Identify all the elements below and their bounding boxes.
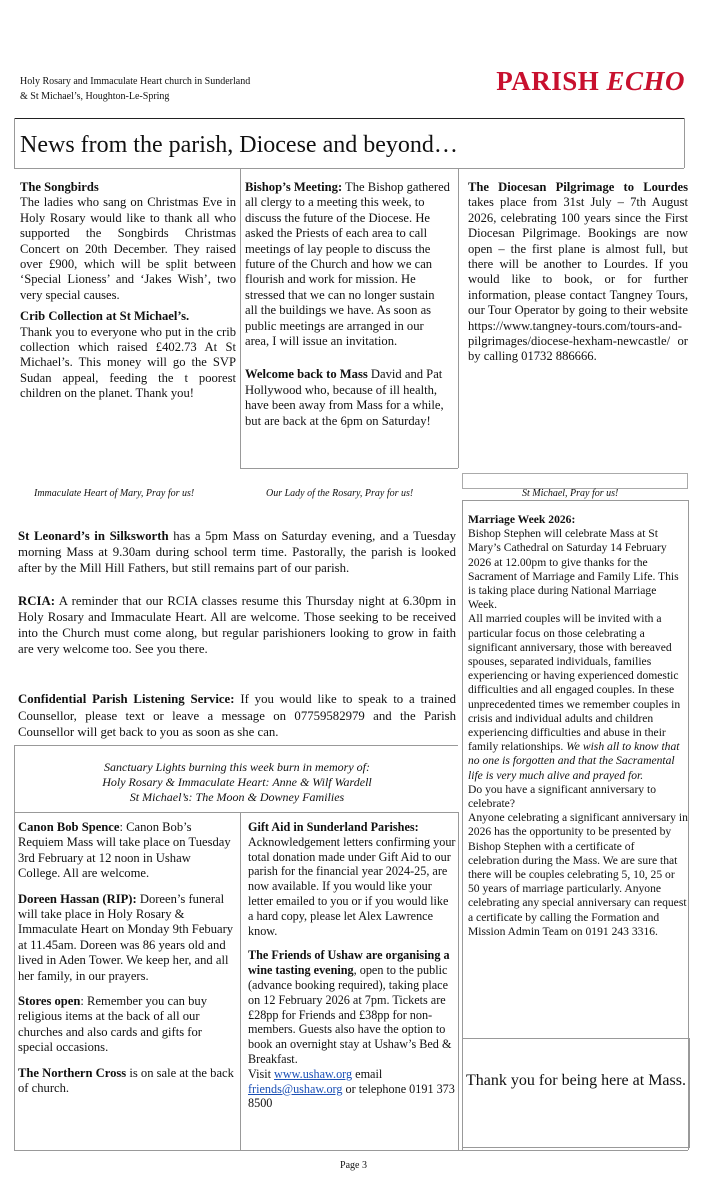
visit-prefix: Visit xyxy=(248,1066,275,1081)
rcia-text: A reminder that our RCIA classes resume this Thursday night at 6.30pm in Holy Rosary and Immaculate Heart. All are welcome. Those seeking to be received into the Church must come along, but regular parishioners looking to grow in faith are very welcome too. See you there. xyxy=(18,593,456,657)
stores-text: : Remember you can buy religious items at the back of all our churches and also cards and gifts for special occasions. xyxy=(18,994,207,1055)
page-number: Page 3 xyxy=(340,1160,367,1171)
marriage-week xyxy=(468,513,688,939)
sanctuary-lights xyxy=(18,760,456,804)
column-1 xyxy=(20,180,236,414)
sanctuary-line-3: St Michael’s: The Moon & Downey Families xyxy=(129,789,345,804)
church-line-1: Holy Rosary and Immaculate Heart church in Sunderland xyxy=(20,76,251,87)
st-leonard-title: St Leonard’s in Silksworth xyxy=(18,529,169,543)
bishop-title: Bishop’s Meeting: xyxy=(245,180,343,194)
bottom-right-divider xyxy=(458,812,459,1150)
marriage-text-3: Do you have a significant anniversary to celebrate? xyxy=(468,782,657,811)
marriage-text-4: Anyone celebrating a significant anniversary in 2026 has the opportunity to be presented by Bishop Stephen with a certificate of celebration during the Mass. We are sure that there will be couples celebrating 5, 10, 25 or 50 years of marriage particularly. Anyone celebrating any special anniversary can request a certificate by calling the Formation and Mission Admin Team on 0191 243 3316. xyxy=(468,811,688,938)
ushaw-title: The Friends of Ushaw are organising a wine tasting evening xyxy=(248,948,450,978)
visit-suffix: or telephone 0191 373 8500 xyxy=(248,1081,455,1111)
thanks-text: Thank you for being here at Mass. xyxy=(466,1072,686,1089)
marriage-text-2: All married couples will be invited with a particular focus on those celebrating a significant anniversary, those with bereaved spouses, separated individuals, families experiencing or having experienced domestic difficulties and all engaged couples. In these unprecedented times we remember couples in crisis and individual adults and children experiencing difficulties and abuse in their family relationships. xyxy=(468,612,681,754)
church-name xyxy=(20,74,340,104)
prayer-immaculate-heart: Immaculate Heart of Mary, Pray for us! xyxy=(34,488,195,499)
st-leonard-text: has a 5pm Mass on Saturday evening, and a Tuesday morning Mass at 9.30am during school term time. Pastorally, the parish is looked after by the Mill Hill Fathers, but still remains part of our parish. xyxy=(18,529,456,576)
sanctuary-line-1: Sanctuary Lights burning this week burn in memory of: xyxy=(104,760,370,774)
ushaw-email-link[interactable]: friends@ushaw.org xyxy=(248,1081,343,1096)
sanctuary-top-rule xyxy=(14,745,458,746)
sanctuary-line-2: Holy Rosary & Immaculate Heart: Anne & Wilf Wardell xyxy=(102,774,372,789)
welcome-title: Welcome back to Mass xyxy=(245,367,368,382)
ushaw-website-link[interactable]: www.ushaw.org xyxy=(274,1066,353,1081)
empty-box xyxy=(462,473,688,489)
canon-text: : Canon Bob’s Requiem Mass will take place on Tuesday 3rd February at 12 noon in Ushaw College. All are welcome. xyxy=(18,820,231,881)
prayer-rule xyxy=(462,500,688,501)
northern-cross-text: is on sale at the back of church. xyxy=(18,1065,234,1096)
sanctuary-left-border xyxy=(14,745,15,1150)
column-divider xyxy=(458,168,459,468)
listening-text: If you would like to speak to a trained Counsellor, please text or leave a message on 07759582979 and the Parish Counsellor will get back to you as soon as she can. xyxy=(18,692,457,739)
crib-title: Crib Collection at St Michael’s. xyxy=(20,309,190,324)
doreen-title: Doreen Hassan (RIP): xyxy=(18,891,137,906)
songbirds-title: The Songbirds xyxy=(20,180,99,194)
songbirds-text: The ladies who sang on Christmas Eve in Holy Rosary would like to thank all who supported the Songbirds Christmas Concert on 20th December. They raised over £900, which will be split between ‘Special Lioness’ and ‘Jakes Wish’, two very special causes. xyxy=(20,195,236,302)
marriage-title: Marriage Week 2026: xyxy=(468,513,576,526)
canon-title: Canon Bob Spence xyxy=(18,820,120,834)
listening-title: Confidential Parish Listening Service: xyxy=(18,692,235,707)
column-divider xyxy=(240,168,241,468)
marriage-text-2-italic: We wish all to know that no one is forgotten and that the Sacramental life is very much alive and prayed for. xyxy=(468,740,680,782)
middle-notices xyxy=(18,528,456,756)
lourdes-title: The Diocesan Pilgrimage to Lourdes xyxy=(468,180,688,194)
newsletter-title xyxy=(496,66,685,97)
header-divider xyxy=(14,118,684,119)
heading-rule xyxy=(14,168,684,169)
thanks-box xyxy=(462,1038,690,1148)
marriage-text-1: Bishop Stephen will celebrate Mass at St Mary’s Cathedral on Saturday 14 February 2026 at 12.00pm to give thanks for the Sacrament of Marriage and Family Life. This is taking place during National Marriage Week. xyxy=(468,527,679,612)
gift-aid-text: Acknowledgement letters confirming your total donation made under Gift Aid to our parish for the financial year 2024-25, are now available. If you would like your letter emailed to you or if you would like a hard copy, please let Alex Lawrence know. xyxy=(248,834,456,938)
top-section-rule xyxy=(240,468,458,469)
bottom-middle-notices xyxy=(248,820,456,1121)
church-line-2: & St Michael’s, Houghton-Le-Spring xyxy=(20,91,170,102)
prayer-st-michael: St Michael, Pray for us! xyxy=(522,488,619,499)
page-heading: News from the parish, Diocese and beyond… xyxy=(20,132,458,158)
right-border xyxy=(684,118,685,168)
sanctuary-bottom-rule xyxy=(14,812,458,813)
lourdes-text: takes place from 31st July – 7th August 2026, celebrating 100 years since the First Diocesan Pilgrimage. Bookings are now open – the first plane is almost full, but there will be another to Lourdes. If you would like to book, or for further information, please contact Tangney Tours, our Tour Operator by going to their website https://www.tangney-tours.com/tours-and-pilgrimages/diocese-hexham-newcastle/ or by calling 01732 886666. xyxy=(468,195,688,364)
gift-aid-title: Gift Aid in Sunderland Parishes: xyxy=(248,820,419,834)
bottom-column-divider xyxy=(240,812,241,1150)
rcia-title: RCIA: xyxy=(18,593,55,608)
title-italic: ECHO xyxy=(606,66,685,96)
bishop-text: The Bishop gathered all clergy to a meeting this week, to discuss the future of the Diocese. He asked the Priests of each area to call meetings of lay people to discuss the future of the Church and how we can flourish and work for mission. He stressed that we can no longer sustain all the buildings we have. As soon as public meetings are arranged in our area, I will issue an invitation. xyxy=(245,180,450,349)
title-main: PARISH xyxy=(496,66,607,96)
column-3 xyxy=(468,180,688,377)
welcome-text: David and Pat Hollywood who, because of ill health, have been away from Mass for a while, but are back at the 6pm on Saturday! xyxy=(245,367,444,428)
left-border xyxy=(14,118,15,168)
stores-title: Stores open xyxy=(18,994,81,1009)
northern-cross-title: The Northern Cross xyxy=(18,1065,127,1080)
column-2 xyxy=(245,180,450,441)
crib-text: Thank you to everyone who put in the crib collection which raised £402.73 At St Michael’s. This money will go the SVP Sudan appeal, feeding the t poorest children on the planet. Thank you! xyxy=(20,324,236,401)
prayer-our-lady: Our Lady of the Rosary, Pray for us! xyxy=(266,488,414,499)
visit-mid: email xyxy=(352,1066,383,1081)
bottom-rule xyxy=(14,1150,688,1151)
doreen-text: Doreen’s funeral will take place in Holy Rosary & Immaculate Heart on Monday 9th Febuary at 11.45am. Doreen was 86 years old and lived in Aden Tower. We keep her, and all her family, in our prayers. xyxy=(18,891,234,983)
bottom-left-notices xyxy=(18,820,236,1107)
ushaw-text: , open to the public (advance booking required), taking place on 12 February 2026 at 7pm. Tickets are £28pp for Friends and £38pp for non-members. Guests also have the option to book an overnight stay at Ushaw’s Bed & Breakfast. xyxy=(248,963,452,1066)
